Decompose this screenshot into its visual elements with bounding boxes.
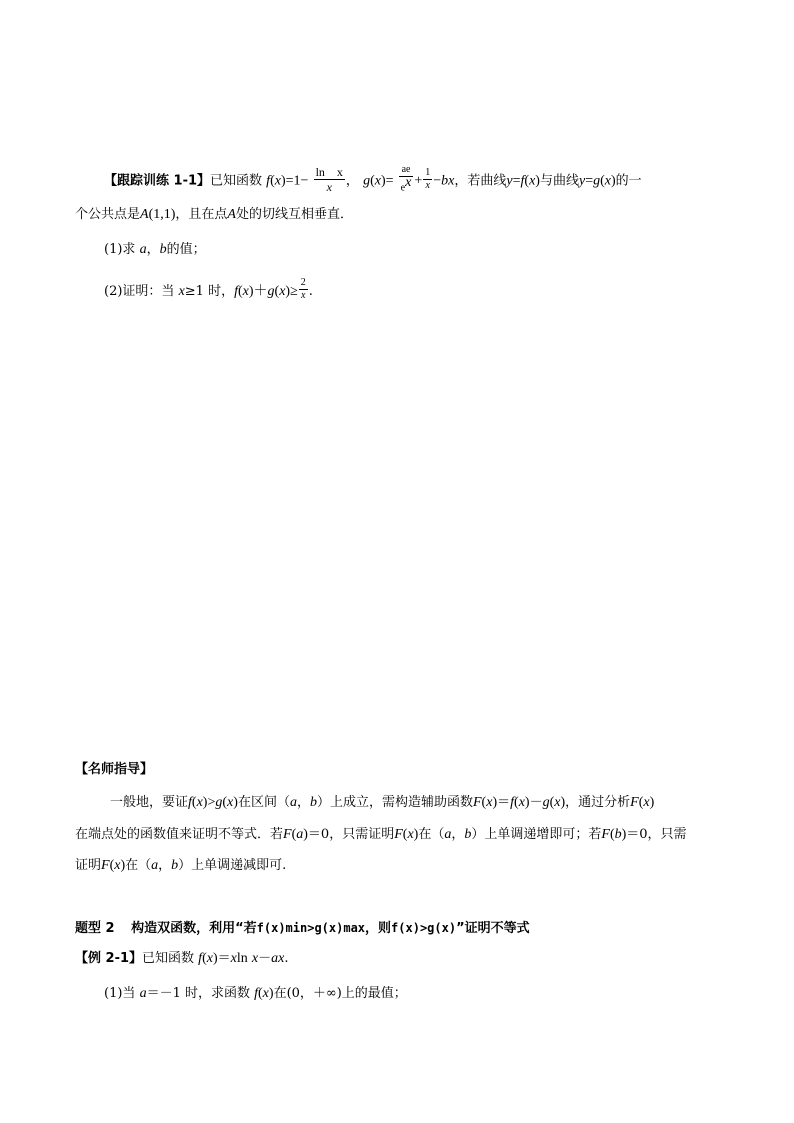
exercise-line-2: 个公共点是A(1,1)，且在点A处的切线互相垂直． (75, 207, 353, 222)
guide-title: 【名师指导】 (75, 762, 154, 777)
type2-label: 题型 2 (75, 921, 115, 936)
type2-heading: 题型 2 构造双函数，利用“若f(x)min>g(x)max，则f(x)>g(x)”证明不等式 (75, 921, 530, 936)
fraction-1-over-x: $\frac{1}{x}$ (425, 166, 431, 191)
guide-line-3: 证明F(x)在（a，b）上单调递减即可. (75, 858, 287, 873)
fraction-2-over-x: $\frac{2}{x}$ (300, 277, 306, 301)
guide-line-1: 一般地，要证f(x)>g(x)在区间（a，b）上成立，需构造辅助函数F(x)＝f(x)－g(x)，通过分析F(x) (110, 795, 655, 810)
example-question-1: (1)当 a＝－1 时，求函数 f(x)在(0，＋∞)上的最值； (104, 986, 407, 1001)
fraction-ae-over-ex: $\frac{ae}{e^x}$ (400, 164, 412, 194)
exercise-tag: 【跟踪训练 1-1】 (104, 173, 211, 189)
exercise-lead: 已知函数 (210, 173, 263, 189)
guide-line-2: 在端点处的函数值来证明不等式．若F(a)＝0，只需证明F(x)在（a，b）上单调递增即可；若F(b)＝0，只需 (75, 827, 687, 842)
question-1: (1)求 a，b的值； (104, 242, 206, 257)
example-tag: 【例 2-1】 (75, 951, 143, 966)
exercise-line-1: 【跟踪训练 1-1】已知函数 f(x)=1− $\frac{\text{ln x}}{x}$ ， g(x)= $\frac{ae}{e^x}$ + $\frac{1}{x}$ −bx，若曲线y=f(x)与曲线y=g(x)的一 (104, 164, 642, 194)
question-2: (2)证明：当 x≥1 时，f(x)＋g(x)≥ $\frac{2}{x}$ . (104, 277, 313, 301)
fraction-ln-x-over-x: $\frac{\text{ln x}}{x}$ (315, 164, 343, 194)
example-line-1: 【例 2-1】已知函数 f(x)＝xln x－ax. (75, 951, 289, 966)
